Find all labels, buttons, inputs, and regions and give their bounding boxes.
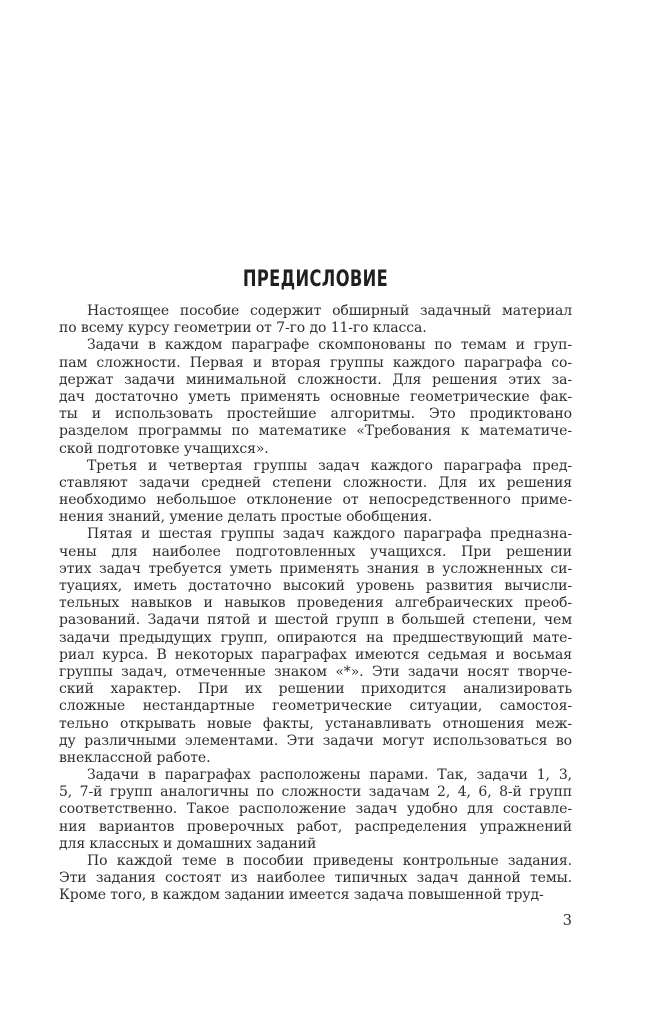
text-line: ду различными элементами. Эти задачи могут использоваться во [59,732,572,749]
text-line: Кроме того, в каждом задании имеется задача повышенной труд- [59,887,544,904]
paragraph [59,458,572,527]
text-line: чены для наиболее подготовленных учащихся. При решении [59,543,572,560]
text-line: держат задачи минимальной сложности. Для решения этих за- [59,371,572,388]
text-line: Пятая и шестая группы задач каждого параграфа предназна- [87,526,572,543]
page-number: 3 [562,913,572,929]
text-line: тельных навыков и навыков проведения алгебраических преоб- [59,595,572,612]
text-line: нения знаний, умение делать простые обобщения. [59,509,433,526]
text-line: ский характер. При их решении приходится анализировать [59,681,572,698]
text-line: пам сложности. Первая и вторая группы каждого параграфа со- [59,354,572,371]
paragraph [59,303,572,337]
text-line: Задачи в параграфах расположены парами. Так, задачи 1, 3, [87,767,572,784]
text-line: туациях, иметь достаточно высокий уровень развития вычисли- [59,578,572,594]
preface-body [59,303,572,905]
page-title: ПРЕДИСЛОВИЕ [242,266,389,292]
text-line: тельно открывать новые факты, устанавливать отношения меж- [59,715,572,732]
text-line: ния вариантов проверочных работ, распределения упражнений [59,818,572,835]
text-line: Задачи в каждом параграфе скомпонованы по темам и груп- [87,337,572,354]
paragraph [59,526,572,767]
text-line: Эти задания состоят из наиболее типичных задач данной темы. [59,870,572,887]
text-line: по всему курсу геометрии от 7-го до 11-го класса. [59,320,427,337]
text-line: для классных и домашних заданий [59,835,317,852]
text-line: задачи предыдущих групп, опираются на предшествующий мате- [59,629,572,646]
text-line: необходимо небольшое отклонение от непосредственного приме- [59,492,572,509]
text-line: этих задач требуется уметь применять знания в усложненных си- [59,560,572,577]
text-line: разований. Задачи пятой и шестой групп в большей степени, чем [59,612,572,629]
text-line: 5, 7-й групп аналогичны по сложности задачам 2, 4, 6, 8-й групп [59,784,572,801]
paragraph [59,337,572,457]
text-line: риал курса. В некоторых параграфах имеются седьмая и восьмая [59,646,572,663]
text-line: По каждой теме в пособии приведены контрольные задания. [87,853,572,869]
text-line: ставляют задачи средней степени сложности. Для их решения [59,474,572,491]
text-line: внеклассной работе. [59,749,211,766]
text-line: группы задач, отмеченные знаком «*». Эти задачи носят творче- [59,663,572,680]
paragraph [59,767,572,853]
text-line: дач достаточно уметь применять основные геометрические фак- [59,388,572,405]
text-line: сложные нестандартные геометрические ситуации, самостоя- [59,698,572,715]
text-line: ты и использовать простейшие алгоритмы. Это продиктовано [59,406,572,423]
text-line: Настоящее пособие содержит обширный задачный материал [87,303,572,319]
paragraph [59,853,572,905]
text-line: соответственно. Такое расположение задач удобно для составле- [59,801,572,818]
text-line: Третья и четвертая группы задач каждого параграфа пред- [87,457,572,474]
text-line: разделом программы по математике «Требования к математиче- [59,423,572,440]
text-line: ской подготовке учащихся». [59,440,269,457]
